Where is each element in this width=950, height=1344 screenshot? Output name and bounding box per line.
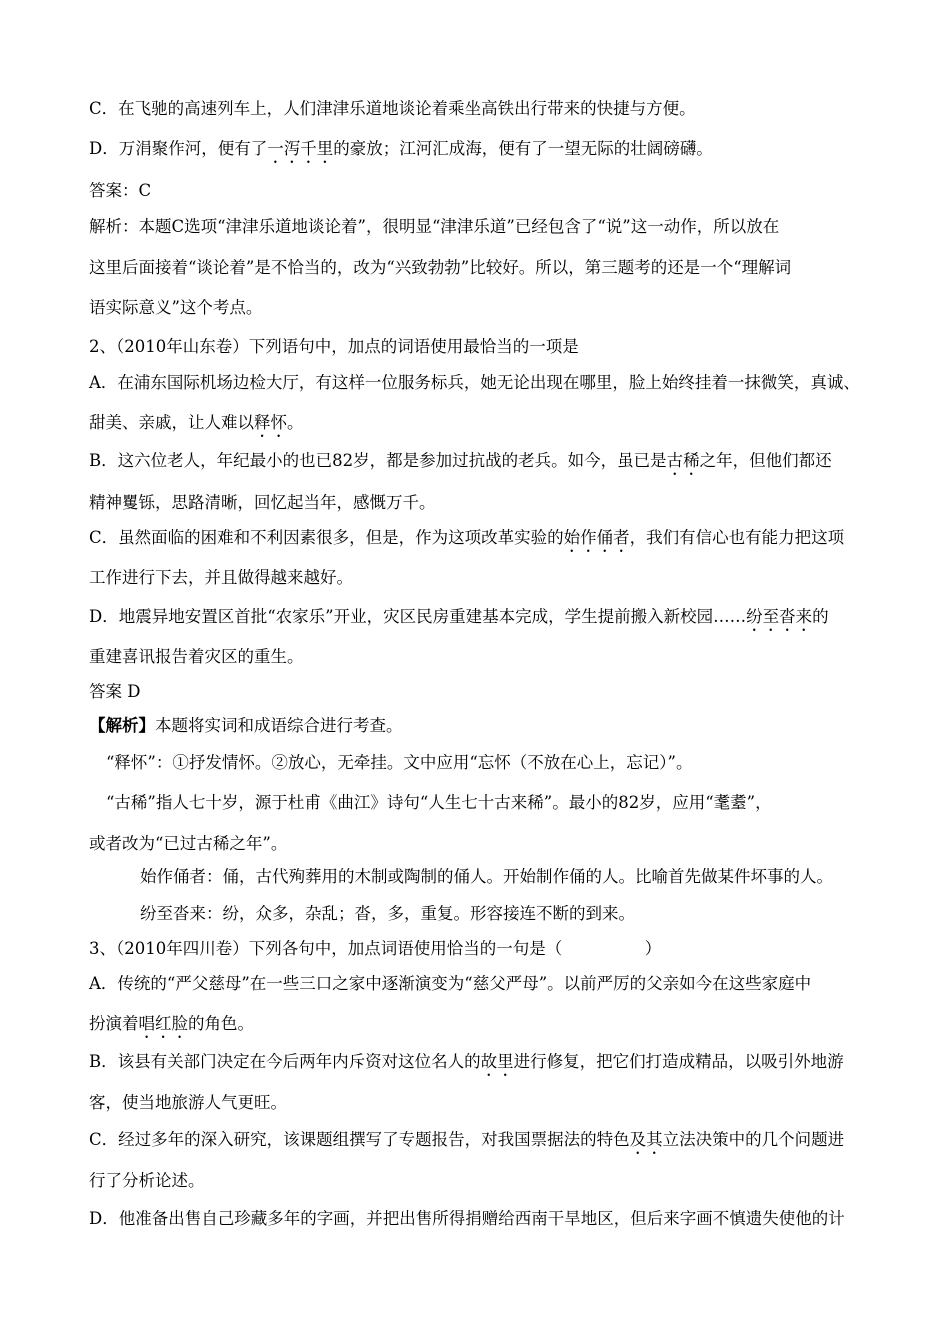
option-c-q1: C．在飞驰的高速列车上，人们津津乐道地谈论着乘坐高铁出行带来的快捷与方便。 [89,99,696,118]
analysis-q1-line1: 解析：本题C选项“津津乐道地谈论着”，很明显“津津乐道”已经包含了“说”这一动作，所以放在 [89,217,780,236]
option-c-q2-line1: C．虽然面临的困难和不利因素很多，但是，作为这项改革实验的始作俑者，我们有信心也有能力把这项 [89,528,845,547]
answer-q1: 答案：C [89,181,152,200]
option-a-q2-line2: 甜美、亲戚，让人难以释怀。 [89,413,304,432]
analysis-q2-shizuoyongzhe: 始作俑者：俑，古代殉葬用的木制或陶制的俑人。开始制作俑的人。比喻首先做某件坏事的人。 [140,867,833,886]
dotted-word: 唱红脸 [138,1014,188,1033]
option-d-q3-line1: D．他准备出售自己珍藏多年的字画，并把出售所得捐赠给西南干旱地区，但后来字画不慎遗失使他的计 [89,1209,845,1228]
analysis-q2-guxi-line2: 或者改为“已过古稀之年”。 [89,834,288,853]
dotted-word: 释怀 [254,413,287,432]
option-a-q3-line2: 扮演着唱红脸的角色。 [89,1014,254,1033]
option-c-q3-line2: 行了分析论述。 [89,1171,205,1190]
option-c-q2-line2: 工作进行下去，并且做得越来越好。 [89,568,353,587]
dotted-word: 及其 [629,1130,663,1149]
dotted-word: 古稀 [666,451,700,470]
analysis-q2-fenzhitalai: 纷至沓来：纷，众多，杂乱；沓，多，重复。形容接连不断的到来。 [140,904,635,923]
option-d-q1: D．万涓聚作河，便有了一泻千里的豪放；江河汇成海，便有了一望无际的壮阔磅礴。 [89,139,713,158]
option-c-q3-line1: C．经过多年的深入研究，该课题组撰写了专题报告，对我国票据法的特色及其立法决策中的几个问题进 [89,1130,845,1149]
answer-q2: 答案 D [89,682,141,701]
dotted-word: 故里 [480,1052,514,1071]
dotted-word: 纷至沓来 [746,607,813,626]
question-2-stem: 2、（2010年山东卷）下列语句中，加点的词语使用最恰当的一项是 [89,337,579,356]
question-3-stem: 3、（2010年四川卷）下列各句中，加点词语使用恰当的一句是（ ） [89,939,662,958]
option-d-q2-line2: 重建喜讯报告着灾区的重生。 [89,647,304,666]
analysis-q1-line2: 这里后面接着“谈论着”是不恰当的，改为“兴致勃勃”比较好。所以，第三题考的还是一个“理解词 [89,258,792,277]
option-b-q3-line2: 客，使当地旅游人气更旺。 [89,1093,287,1112]
option-b-q2-line1: B．这六位老人，年纪最小的也已82岁，都是参加过抗战的老兵。如今，虽已是古稀之年，但他们都还 [89,451,832,470]
option-a-q2-line1: A．在浦东国际机场边检大厅，有这样一位服务标兵，她无论出现在哪里，脸上始终挂着一抹微笑，真诚、 [89,373,860,392]
option-b-q2-line2: 精神矍铄，思路清晰，回忆起当年，感慨万千。 [89,493,436,512]
option-a-q3-line1: A．传统的“严父慈母”在一些三口之家中逐渐演变为“慈父严母”。以前严厉的父亲如今在这些家庭中 [89,974,812,993]
dotted-word: 一泻千里 [267,139,334,158]
analysis-q1-line3: 语实际意义”这个考点。 [89,298,263,317]
dotted-word: 始作俑者 [563,528,630,547]
analysis-q2-guxi-line1: “古稀”指人七十岁，源于杜甫《曲江》诗句“人生七十古来稀”。最小的82岁，应用“耄耋”， [106,793,772,812]
option-b-q3-line1: B．该县有关部门决定在今后两年内斥资对这位名人的故里进行修复，把它们打造成精品，以吸引外地游 [89,1052,844,1071]
option-d-q2-line1: D．地震异地安置区首批“农家乐”开业，灾区民房重建基本完成，学生提前搬入新校园……纷至沓来的 [89,607,829,626]
analysis-q2-heading: 【解析】本题将实词和成语综合进行考查。 [89,716,403,735]
analysis-q2-shihuai: “释怀”：①抒发情怀。②放心，无牵挂。文中应用“忘怀（不放在心上，忘记）”。 [106,753,693,772]
